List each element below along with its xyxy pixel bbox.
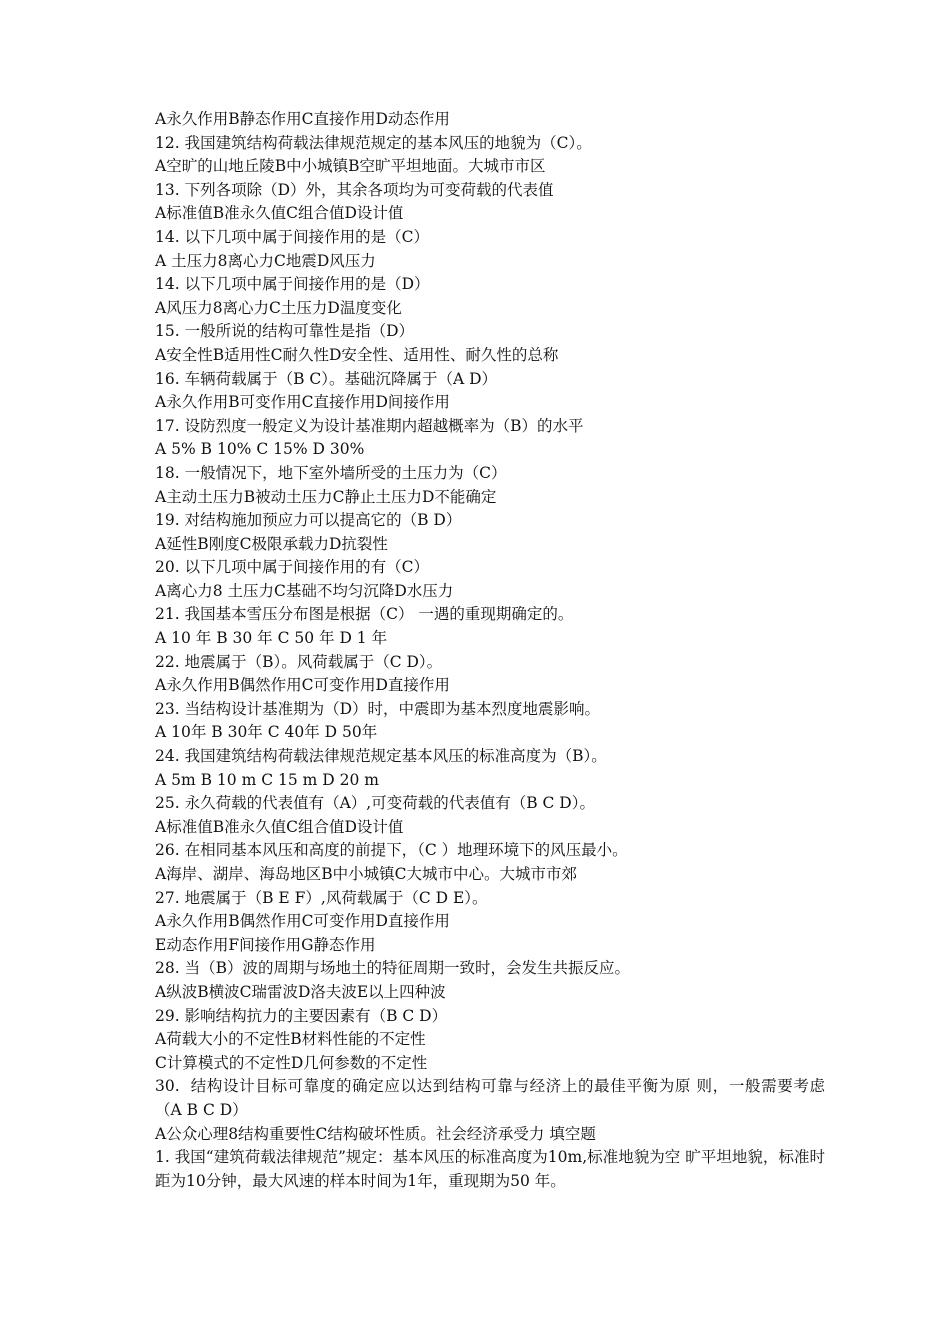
question-24: 24. 我国建筑结构荷载法律规范规定基本风压的标准高度为（B）。 — [155, 747, 607, 766]
answer-options: A 土压力8离心力C地震D风压力 — [155, 251, 376, 270]
question-27: 27. 地震属于（B E F）,风荷载属于（C D E）。 — [155, 888, 488, 907]
fill-in-question-1: 1. 我国“建筑荷载法律规范”规定：基本风压的标准高度为10m,标准地貌为空 旷平坦地貌，标准时距为10分钟，最大风速的样本时间为1年，重现期为50 年。 — [155, 1148, 825, 1190]
answer-options: A风压力8离心力C土压力D温度变化 — [155, 298, 402, 317]
question-17: 17. 设防烈度一般定义为设计基准期内超越概率为（B）的水平 — [155, 416, 584, 435]
answer-options: A纵波B横波C瑞雷波D洛夫波E以上四种波 — [155, 982, 446, 1001]
question-14a: 14. 以下几项中属于间接作用的是（C） — [155, 227, 429, 246]
answer-options: A 5% B 10% C 15% D 30% — [155, 440, 365, 459]
text-line: A永久作用B静态作用C直接作用D动态作用 — [155, 110, 450, 128]
answer-options: A永久作用B偶然作用C可变作用D直接作用 — [155, 912, 450, 931]
answer-options: A海岸、湖岸、海岛地区B中小城镇C大城市中心。大城市市郊 — [155, 865, 577, 883]
answer-options: A主动土压力B被动土压力C静止土压力D不能确定 — [155, 487, 497, 506]
answer-options: A离心力8 土压力C基础不均匀沉降D水压力 — [155, 581, 454, 600]
question-18: 18. 一般情况下，地下室外墙所受的土压力为（C） — [155, 463, 507, 482]
question-14b: 14. 以下几项中属于间接作用的是（D） — [155, 275, 430, 294]
answer-options: A空旷的山地丘陵B中小城镇B空旷平坦地面。大城市市区 — [155, 157, 546, 176]
question-21: 21. 我国基本雪压分布图是根据（C） 一遇的重现期确定的。 — [155, 605, 574, 624]
question-12: 12. 我国建筑结构荷载法律规范规定的基本风压的地貌为（C）。 — [155, 133, 592, 152]
question-16: 16. 车辆荷载属于（B C）。基础沉降属于（A D） — [155, 369, 498, 388]
question-20: 20. 以下几项中属于间接作用的有（C） — [155, 558, 429, 577]
question-25: 25. 永久荷载的代表值有（A）,可变荷载的代表值有（B C D）。 — [155, 794, 595, 813]
answer-options: A标准值B准永久值C组合值D设计值 — [155, 817, 404, 836]
answer-options: A 10 年 B 30 年 C 50 年 D 1 年 — [155, 629, 388, 648]
answer-options: A 5m B 10 m C 15 m D 20 m — [155, 770, 379, 789]
question-22: 22. 地震属于（B）。风荷载属于（C D）。 — [155, 652, 443, 671]
question-26: 26. 在相同基本风压和高度的前提下，（C ）地理环境下的风压最小。 — [155, 841, 628, 860]
question-13: 13. 下列各项除（D）外，其余各项均为可变荷载的代表值 — [155, 180, 554, 199]
answer-options: C计算模式的不定性D几何参数的不定性 — [155, 1053, 428, 1072]
document-body — [155, 108, 825, 1193]
answer-options: A延性B刚度C极限承载力D抗裂性 — [155, 534, 388, 553]
answer-options: A标准值B准永久值C组合值D设计值 — [155, 204, 404, 223]
answer-options: A永久作用B可变作用C直接作用D间接作用 — [155, 393, 450, 412]
answer-options: A永久作用B偶然作用C可变作用D直接作用 — [155, 676, 450, 695]
question-29: 29. 影响结构抗力的主要因素有（B C D） — [155, 1006, 448, 1025]
question-30: 30. 结构设计目标可靠度的确定应以达到结构可靠与经济上的最佳平衡为原 则，一般需要考虑（A B C D） — [155, 1077, 825, 1119]
answer-options: E动态作用F间接作用G静态作用 — [155, 935, 376, 954]
answer-options: A 10年 B 30年 C 40年 D 50年 — [155, 723, 378, 742]
question-15: 15. 一般所说的结构可靠性是指（D） — [155, 322, 415, 341]
question-28: 28. 当（B）波的周期与场地土的特征周期一致时，会发生共振反应。 — [155, 959, 630, 978]
question-19: 19. 对结构施加预应力可以提高它的（B D） — [155, 511, 462, 530]
answer-options: A安全性B适用性C耐久性D安全性、适用性、耐久性的总称 — [155, 345, 559, 364]
question-23: 23. 当结构设计基准期为（D）时，中震即为基本烈度地震影响。 — [155, 699, 601, 718]
answer-options: A公众心理8结构重要性C结构破坏性质。社会经济承受力 填空题 — [155, 1124, 596, 1143]
answer-options: A荷载大小的不定性B材料性能的不定性 — [155, 1030, 426, 1049]
